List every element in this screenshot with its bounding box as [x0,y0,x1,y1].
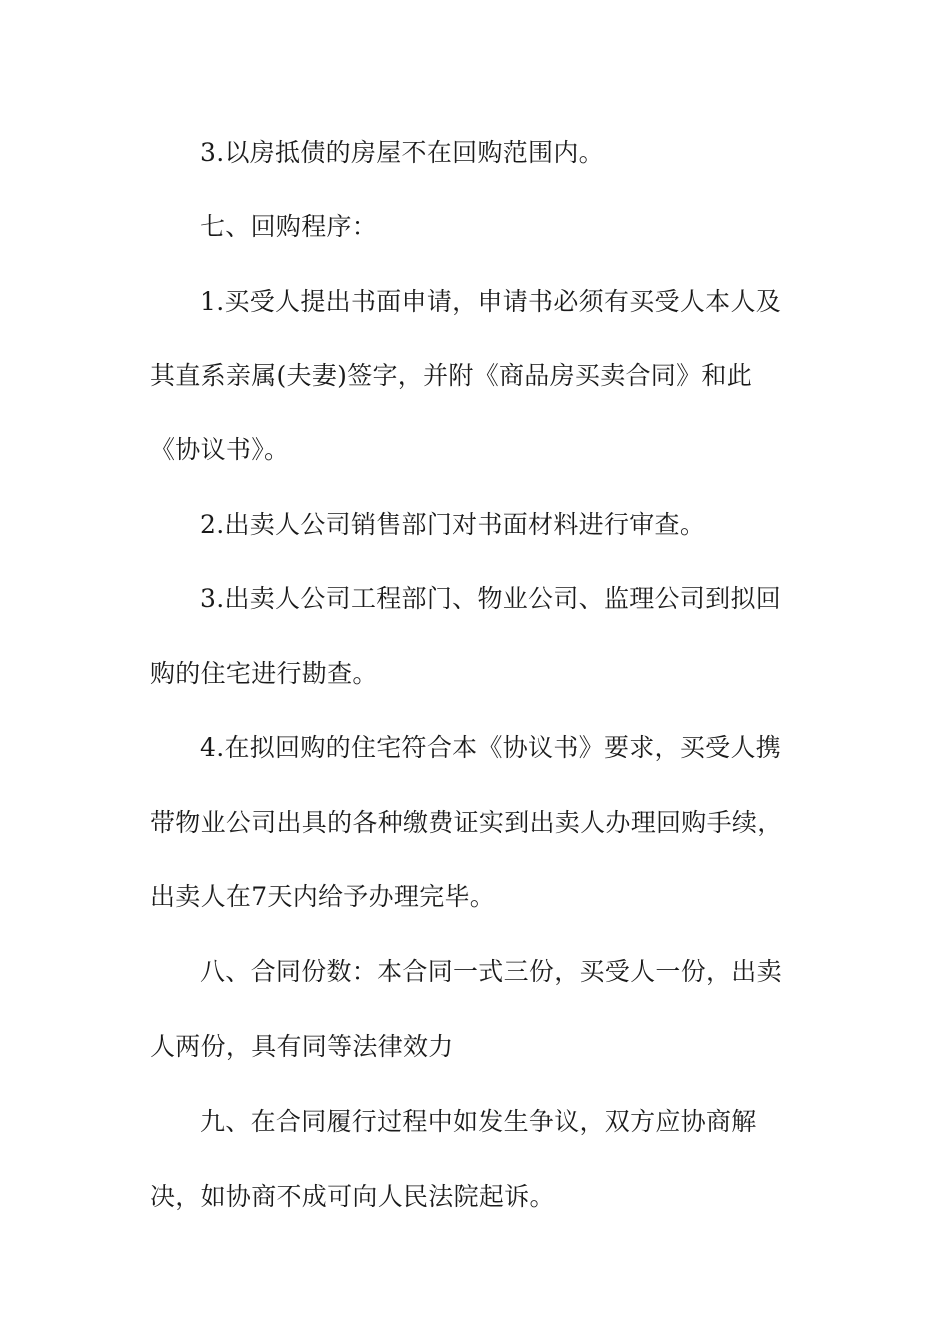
paragraph-line: 出卖人在7天内给予办理完毕。 [150,882,496,911]
section-heading: 八、合同份数：本合同一式三份，买受人一份，出卖 [200,957,782,986]
paragraph-line: 带物业公司出具的各种缴费证实到出卖人办理回购手续， [150,808,783,837]
paragraph-line: 决，如协商不成可向人民法院起诉。 [150,1182,555,1211]
paragraph-line: 《协议书》。 [150,435,290,464]
paragraph-line: 人两份，具有同等法律效力 [150,1032,454,1061]
paragraph-line: 3.出卖人公司工程部门、物业公司、监理公司到拟回 [200,584,782,613]
paragraph-line: 4.在拟回购的住宅符合本《协议书》要求，买受人携 [200,733,782,762]
section-heading: 七、回购程序： [200,212,378,241]
paragraph-line: 1.买受人提出书面申请，申请书必须有买受人本人及 [200,287,782,316]
paragraph-line: 3.以房抵债的房屋不在回购范围内。 [200,138,604,167]
paragraph-line: 其直系亲属(夫妻)签字，并附《商品房买卖合同》和此 [150,361,753,390]
paragraph-line: 购的住宅进行勘查。 [150,659,378,688]
paragraph-line: 2.出卖人公司销售部门对书面材料进行审查。 [200,510,706,539]
section-heading: 九、在合同履行过程中如发生争议，双方应协商解 [200,1107,757,1136]
